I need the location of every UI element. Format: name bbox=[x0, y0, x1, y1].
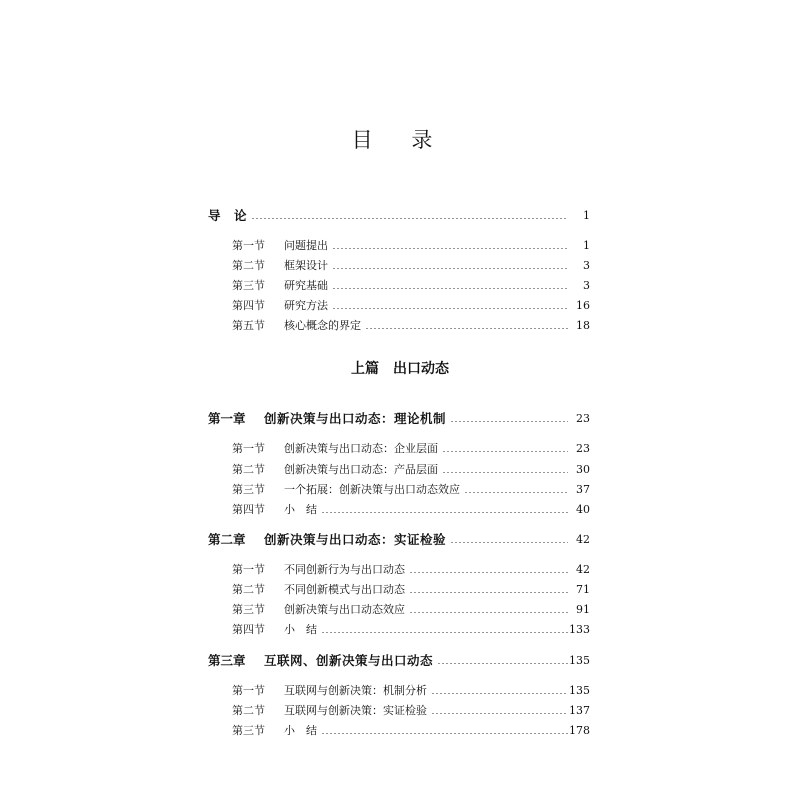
section-title: 研究基础 bbox=[284, 279, 328, 292]
section-title: 创新决策与出口动态：产品层面 bbox=[284, 463, 438, 476]
leader-dots bbox=[450, 542, 568, 543]
section-number: 第二节 bbox=[232, 463, 265, 476]
leader-dots bbox=[409, 612, 568, 613]
leader-dots bbox=[332, 308, 568, 309]
section-number: 第五节 bbox=[232, 319, 265, 332]
section-title: 互联网与创新决策：实证检验 bbox=[284, 704, 427, 717]
section-title: 核心概念的界定 bbox=[284, 319, 361, 332]
page-number: 133 bbox=[569, 622, 590, 636]
section-number: 第三节 bbox=[232, 279, 265, 292]
section-number: 第二节 bbox=[232, 583, 265, 596]
leader-dots bbox=[409, 572, 568, 573]
chapter-title: 创新决策与出口动态：理论机制 bbox=[264, 411, 447, 426]
chapter-number: 第一章 bbox=[208, 411, 246, 426]
page-number: 42 bbox=[576, 532, 590, 546]
entry-label: 导 论 bbox=[208, 208, 248, 223]
toc-entry-section[interactable] bbox=[0, 600, 800, 618]
page-number: 178 bbox=[569, 723, 590, 737]
toc-entry-chapter-3[interactable] bbox=[0, 651, 800, 669]
page-number: 40 bbox=[576, 502, 590, 516]
toc-entry-chapter-2[interactable] bbox=[0, 530, 800, 548]
toc-entry-section[interactable] bbox=[0, 480, 800, 498]
page-number: 71 bbox=[576, 582, 590, 596]
leader-dots bbox=[332, 248, 568, 249]
toc-entry-section[interactable] bbox=[0, 560, 800, 578]
chapter-title: 互联网、创新决策与出口动态 bbox=[264, 653, 434, 668]
leader-dots bbox=[431, 693, 568, 694]
toc-entry-section[interactable] bbox=[0, 296, 800, 314]
page-number: 23 bbox=[576, 411, 590, 425]
leader-dots bbox=[431, 713, 568, 714]
section-title: 小 结 bbox=[284, 623, 317, 636]
page-number: 91 bbox=[576, 602, 590, 616]
leader-dots bbox=[321, 512, 568, 513]
section-number: 第四节 bbox=[232, 503, 265, 516]
chapter-number: 第二章 bbox=[208, 532, 246, 547]
section-number: 第四节 bbox=[232, 299, 265, 312]
chapter-title: 创新决策与出口动态：实证检验 bbox=[264, 532, 447, 547]
section-number: 第一节 bbox=[232, 239, 265, 252]
toc-entry-section[interactable] bbox=[0, 681, 800, 699]
toc-entry-section[interactable] bbox=[0, 500, 800, 518]
toc-entry-section[interactable] bbox=[0, 701, 800, 719]
leader-dots bbox=[442, 451, 568, 452]
page-number: 37 bbox=[576, 482, 590, 496]
section-number: 第一节 bbox=[232, 442, 265, 455]
leader-dots bbox=[442, 472, 568, 473]
chapter-number: 第三章 bbox=[208, 653, 246, 668]
toc-entry-section[interactable] bbox=[0, 439, 800, 457]
section-number: 第三节 bbox=[232, 483, 265, 496]
section-number: 第四节 bbox=[232, 623, 265, 636]
leader-dots bbox=[464, 492, 568, 493]
page-number: 23 bbox=[576, 441, 590, 455]
page-number: 3 bbox=[583, 258, 590, 272]
leader-dots bbox=[332, 288, 568, 289]
leader-dots bbox=[409, 592, 568, 593]
page-title: 目 录 bbox=[351, 128, 449, 152]
toc-entry-section[interactable] bbox=[0, 256, 800, 274]
toc-entry-section[interactable] bbox=[0, 316, 800, 334]
page-number: 42 bbox=[576, 562, 590, 576]
leader-dots bbox=[332, 268, 568, 269]
section-title: 问题提出 bbox=[284, 239, 328, 252]
leader-dots bbox=[321, 632, 568, 633]
toc-entry-section[interactable] bbox=[0, 580, 800, 598]
section-number: 第二节 bbox=[232, 259, 265, 272]
page-number: 3 bbox=[583, 278, 590, 292]
toc-entry-section[interactable] bbox=[0, 276, 800, 294]
toc-entry-section[interactable] bbox=[0, 460, 800, 478]
page-number: 1 bbox=[583, 238, 590, 252]
page-number: 30 bbox=[576, 462, 590, 476]
page-number: 137 bbox=[569, 703, 590, 717]
section-number: 第一节 bbox=[232, 684, 265, 697]
section-title: 框架设计 bbox=[284, 259, 328, 272]
page-number: 1 bbox=[583, 208, 590, 222]
section-title: 创新决策与出口动态：企业层面 bbox=[284, 442, 438, 455]
page-number: 18 bbox=[576, 318, 590, 332]
section-number: 第一节 bbox=[232, 563, 265, 576]
toc-entry-intro[interactable] bbox=[0, 206, 800, 224]
leader-dots bbox=[450, 421, 568, 422]
page-number: 16 bbox=[576, 298, 590, 312]
toc-entry-section[interactable] bbox=[0, 620, 800, 638]
page-number: 135 bbox=[569, 683, 590, 697]
leader-dots bbox=[321, 733, 568, 734]
section-title: 小 结 bbox=[284, 503, 317, 516]
part-title: 上篇 出口动态 bbox=[351, 361, 449, 377]
toc-entry-chapter-1[interactable] bbox=[0, 409, 800, 427]
leader-dots bbox=[437, 663, 568, 664]
section-title: 创新决策与出口动态效应 bbox=[284, 603, 405, 616]
section-title: 一个拓展：创新决策与出口动态效应 bbox=[284, 483, 460, 496]
section-number: 第三节 bbox=[232, 724, 265, 737]
section-title: 研究方法 bbox=[284, 299, 328, 312]
section-title: 小 结 bbox=[284, 724, 317, 737]
toc-entry-section[interactable] bbox=[0, 721, 800, 739]
toc-entry-section[interactable] bbox=[0, 236, 800, 254]
section-number: 第三节 bbox=[232, 603, 265, 616]
page-number: 135 bbox=[569, 653, 590, 667]
section-title: 不同创新模式与出口动态 bbox=[284, 583, 405, 596]
section-number: 第二节 bbox=[232, 704, 265, 717]
section-title: 不同创新行为与出口动态 bbox=[284, 563, 405, 576]
leader-dots bbox=[251, 218, 568, 219]
leader-dots bbox=[365, 328, 568, 329]
section-title: 互联网与创新决策：机制分析 bbox=[284, 684, 427, 697]
